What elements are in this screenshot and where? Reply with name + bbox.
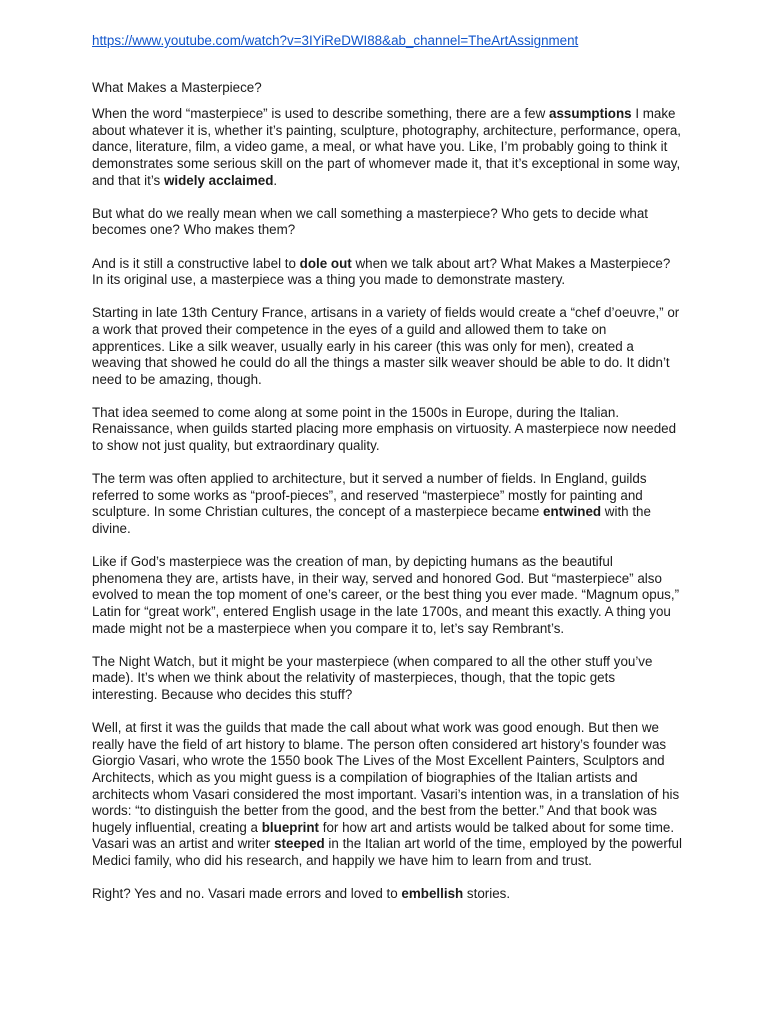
paragraph-2: But what do we really mean when we call something a masterpiece? Who gets to decide what becomes one? Who makes them?	[92, 205, 649, 238]
paragraph-9: Well, at first it was the guilds that made the call about what work was good enough. But then we really have the field of art history to blame. The person often considered art history’s founder was Giorgio Vasari, who wrote the 1550 book The Lives of the Most Excellent Painters, Sculptors and Architects, which as you might guess is a compilation of biographies of the Italian artists and architects whom Vasari considered the most important. Vasari’s intention was, in a translation of his words: “to distinguish the better from the good, and the best from the better.” And that book was hugely influential, creating a blueprint for how art and artists would be talked about for some time. Vasari was an artist and writer steeped in the Italian art world of the time, employed by the powerful Medici family, who did his research, and happily we have him to learn from and trust.	[92, 720, 682, 868]
paragraph-6: The term was often applied to architecture, but it served a number of fields. In England, guilds referred to some works as “proof-pieces”, and reserved “masterpiece” mostly for painting and sculpture. In some Christian cultures, the concept of a masterpiece became entwined with the divine.	[92, 471, 651, 537]
paragraph-1: When the word “masterpiece” is used to describe something, there are a few assumptions I make about whatever it is, whether it’s painting, sculpture, photography, architecture, performance, opera, dance, literature, film, a video game, a meal, or what have you. Like, I’m probably going to think it demonstrates some serious skill on the part of whomever made it, that it’s exceptional in some way, and that it’s widely acclaimed.	[92, 106, 682, 188]
youtube-link[interactable]: https://www.youtube.com/watch?v=3IYiReDWI88&ab_channel=TheArtAssignment	[92, 33, 579, 48]
keyword-widely-acclaimed: widely acclaimed	[163, 172, 274, 188]
keyword-assumptions: assumptions	[549, 106, 632, 122]
paragraph-8: The Night Watch, but it might be your masterpiece (when compared to all the other stuff you’ve made). It’s when we think about the relativity of masterpieces, though, that the topic gets interesting. Because who decides this stuff?	[92, 653, 653, 702]
paragraph-4: Starting in late 13th Century France, artisans in a variety of fields would create a “chef d’oeuvre,” or a work that proved their competence in the eyes of a guild and allowed them to take on apprentices. Like a silk weaver, usually early in his career (this was only for men), created a weaving that showed he could do all the things a master silk weaver should be able to do. It didn’t need to be amazing, though.	[92, 305, 680, 387]
keyword-dole-out: dole out	[299, 255, 352, 271]
paragraph-3: And is it still a constructive label to dole out when we talk about art? What Makes a Masterpiece? In its original use, a masterpiece was a thing you made to demonstrate mastery.	[92, 255, 671, 288]
paragraph-7: Like if God’s masterpiece was the creation of man, by depicting humans as the beautiful phenomena they are, artists have, in their way, served and honored God. But “masterpiece” also evolved to mean the top moment of one’s career, or the best thing you ever made. “Magnum opus,” Latin for “great work”, entered English usage in the late 1700s, and meant this exactly. A thing you made might not be a masterpiece when you compare it to, let’s say Rembrant’s.	[92, 554, 680, 636]
document-title: What Makes a Masterpiece?	[92, 79, 262, 95]
keyword-steeped: steeped	[274, 836, 325, 852]
document-page	[92, 33, 682, 919]
keyword-entwined: entwined	[543, 504, 602, 520]
paragraph-5: That idea seemed to come along at some point in the 1500s in Europe, during the Italian. Renaissance, when guilds started placing more emphasis on virtuosity. A masterpiece now needed to show not just quality, but extraordinary quality.	[92, 404, 677, 454]
paragraph-10: Right? Yes and no. Vasari made errors and loved to embellish stories.	[92, 886, 511, 902]
keyword-blueprint: blueprint	[261, 819, 320, 835]
keyword-embellish: embellish	[401, 886, 464, 902]
